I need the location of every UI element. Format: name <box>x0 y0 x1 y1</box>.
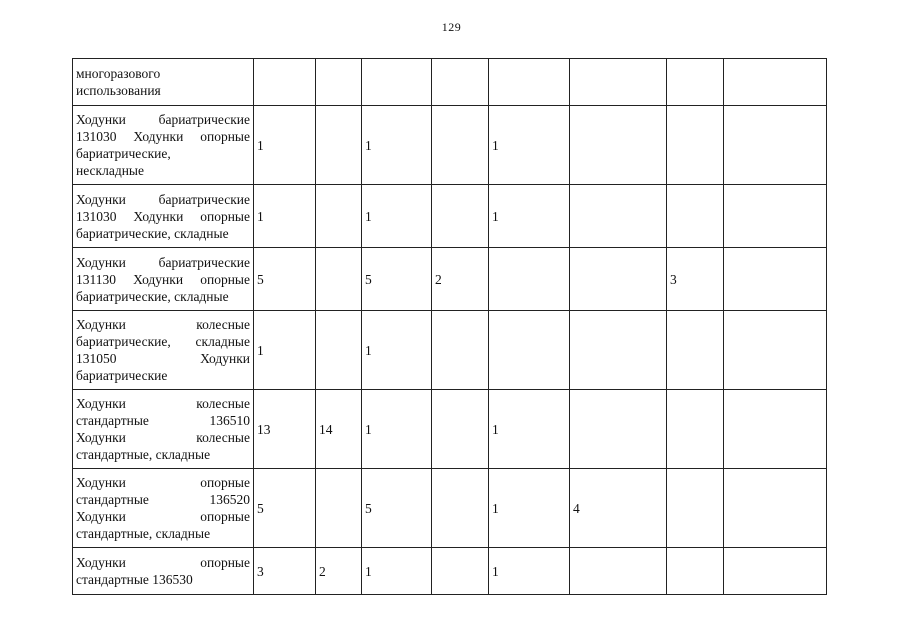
item-name-line: Ходунки колесные <box>76 317 250 332</box>
table-row <box>73 248 827 311</box>
quantity-cell <box>667 311 724 390</box>
quantity-cell <box>667 106 724 185</box>
quantity-cell <box>570 390 667 469</box>
quantity-cell <box>432 469 489 548</box>
quantity-cell: 1 <box>489 548 570 595</box>
quantity-cell: 1 <box>254 185 316 248</box>
item-name-line: Ходунки опорные <box>76 509 250 524</box>
item-name-line: Ходунки бариатрические <box>76 191 250 207</box>
item-name-line: 131050 Ходунки <box>76 351 250 366</box>
item-name-line: бариатрические, <box>76 146 171 161</box>
quantity-cell <box>570 59 667 106</box>
item-name-line: Ходунки опорные <box>76 475 250 490</box>
item-name-line: 131030 Ходунки опорные <box>76 208 250 224</box>
item-name-line: Ходунки бариатрические <box>76 112 250 127</box>
item-name-line: Ходунки опорные <box>76 555 250 570</box>
quantity-cell: 2 <box>316 548 362 595</box>
quantity-cell <box>570 548 667 595</box>
quantity-cell <box>570 106 667 185</box>
quantity-cell <box>316 106 362 185</box>
quantity-cell <box>724 185 827 248</box>
item-name-cell <box>73 469 254 548</box>
table-row <box>73 390 827 469</box>
item-name-line: Ходунки колесные <box>76 396 250 411</box>
item-name-line: стандартные, складные <box>76 526 211 541</box>
quantity-cell <box>432 548 489 595</box>
quantity-cell <box>316 248 362 311</box>
quantity-cell: 1 <box>362 390 432 469</box>
quantity-cell <box>724 390 827 469</box>
item-name-line: Ходунки бариатрические <box>76 254 250 270</box>
item-name-cell <box>73 106 254 185</box>
quantity-cell: 1 <box>489 469 570 548</box>
table-body <box>73 59 827 595</box>
quantity-cell <box>489 248 570 311</box>
item-name-line: использования <box>76 83 161 98</box>
quantity-cell <box>667 185 724 248</box>
quantity-cell <box>362 59 432 106</box>
quantity-cell <box>724 469 827 548</box>
quantity-cell: 1 <box>254 106 316 185</box>
quantity-cell <box>489 59 570 106</box>
item-name-line: многоразового <box>76 66 161 81</box>
item-name-line: 131130 Ходунки опорные <box>76 271 250 287</box>
quantity-cell <box>667 59 724 106</box>
item-name-cell <box>73 548 254 595</box>
quantity-cell: 1 <box>489 185 570 248</box>
item-name-cell <box>73 248 254 311</box>
quantity-cell <box>254 59 316 106</box>
item-name-line: нескладные <box>76 163 144 178</box>
quantity-cell <box>432 185 489 248</box>
item-name-line: стандартные 136510 <box>76 413 250 428</box>
quantity-cell <box>432 59 489 106</box>
item-name-line: 131030 Ходунки опорные <box>76 129 250 144</box>
table-row <box>73 548 827 595</box>
item-name-line: бариатрические <box>76 368 168 383</box>
table-row <box>73 311 827 390</box>
quantity-cell: 4 <box>570 469 667 548</box>
quantity-cell <box>667 548 724 595</box>
quantity-cell: 5 <box>254 469 316 548</box>
quantity-cell <box>724 311 827 390</box>
quantity-cell <box>724 248 827 311</box>
item-name-cell <box>73 59 254 106</box>
quantity-cell: 1 <box>362 548 432 595</box>
quantity-cell <box>432 390 489 469</box>
quantity-cell: 2 <box>432 248 489 311</box>
item-name-line: стандартные 136520 <box>76 492 250 507</box>
quantity-cell: 1 <box>362 106 432 185</box>
quantity-cell <box>316 185 362 248</box>
quantity-cell <box>316 469 362 548</box>
quantity-cell: 13 <box>254 390 316 469</box>
quantity-cell <box>489 311 570 390</box>
item-name-line: Ходунки колесные <box>76 430 250 445</box>
quantity-cell: 1 <box>254 311 316 390</box>
quantity-cell: 1 <box>489 390 570 469</box>
quantity-cell <box>570 311 667 390</box>
item-name-line: стандартные 136530 <box>76 572 193 587</box>
quantity-cell <box>570 248 667 311</box>
item-name-line: бариатрические, складные <box>76 225 229 241</box>
quantity-cell: 3 <box>667 248 724 311</box>
item-name-cell <box>73 311 254 390</box>
quantity-cell: 1 <box>362 185 432 248</box>
item-name-line: бариатрические, складные <box>76 288 229 304</box>
equipment-table <box>72 58 827 595</box>
quantity-cell: 5 <box>362 469 432 548</box>
item-name-cell <box>73 390 254 469</box>
quantity-cell <box>570 185 667 248</box>
quantity-cell <box>316 59 362 106</box>
item-name-cell <box>73 185 254 248</box>
page-number: 129 <box>441 20 462 34</box>
quantity-cell: 5 <box>254 248 316 311</box>
table-row <box>73 185 827 248</box>
quantity-cell: 1 <box>362 311 432 390</box>
quantity-cell <box>316 311 362 390</box>
table-row <box>73 106 827 185</box>
quantity-cell: 3 <box>254 548 316 595</box>
quantity-cell <box>432 311 489 390</box>
item-name-line: стандартные, складные <box>76 447 211 462</box>
quantity-cell <box>667 390 724 469</box>
table-row <box>73 469 827 548</box>
quantity-cell <box>667 469 724 548</box>
quantity-cell: 5 <box>362 248 432 311</box>
quantity-cell <box>724 106 827 185</box>
quantity-cell <box>724 59 827 106</box>
quantity-cell <box>432 106 489 185</box>
quantity-cell <box>724 548 827 595</box>
table-row <box>73 59 827 106</box>
item-name-line: бариатрические, складные <box>76 334 250 349</box>
quantity-cell: 14 <box>316 390 362 469</box>
quantity-cell: 1 <box>489 106 570 185</box>
